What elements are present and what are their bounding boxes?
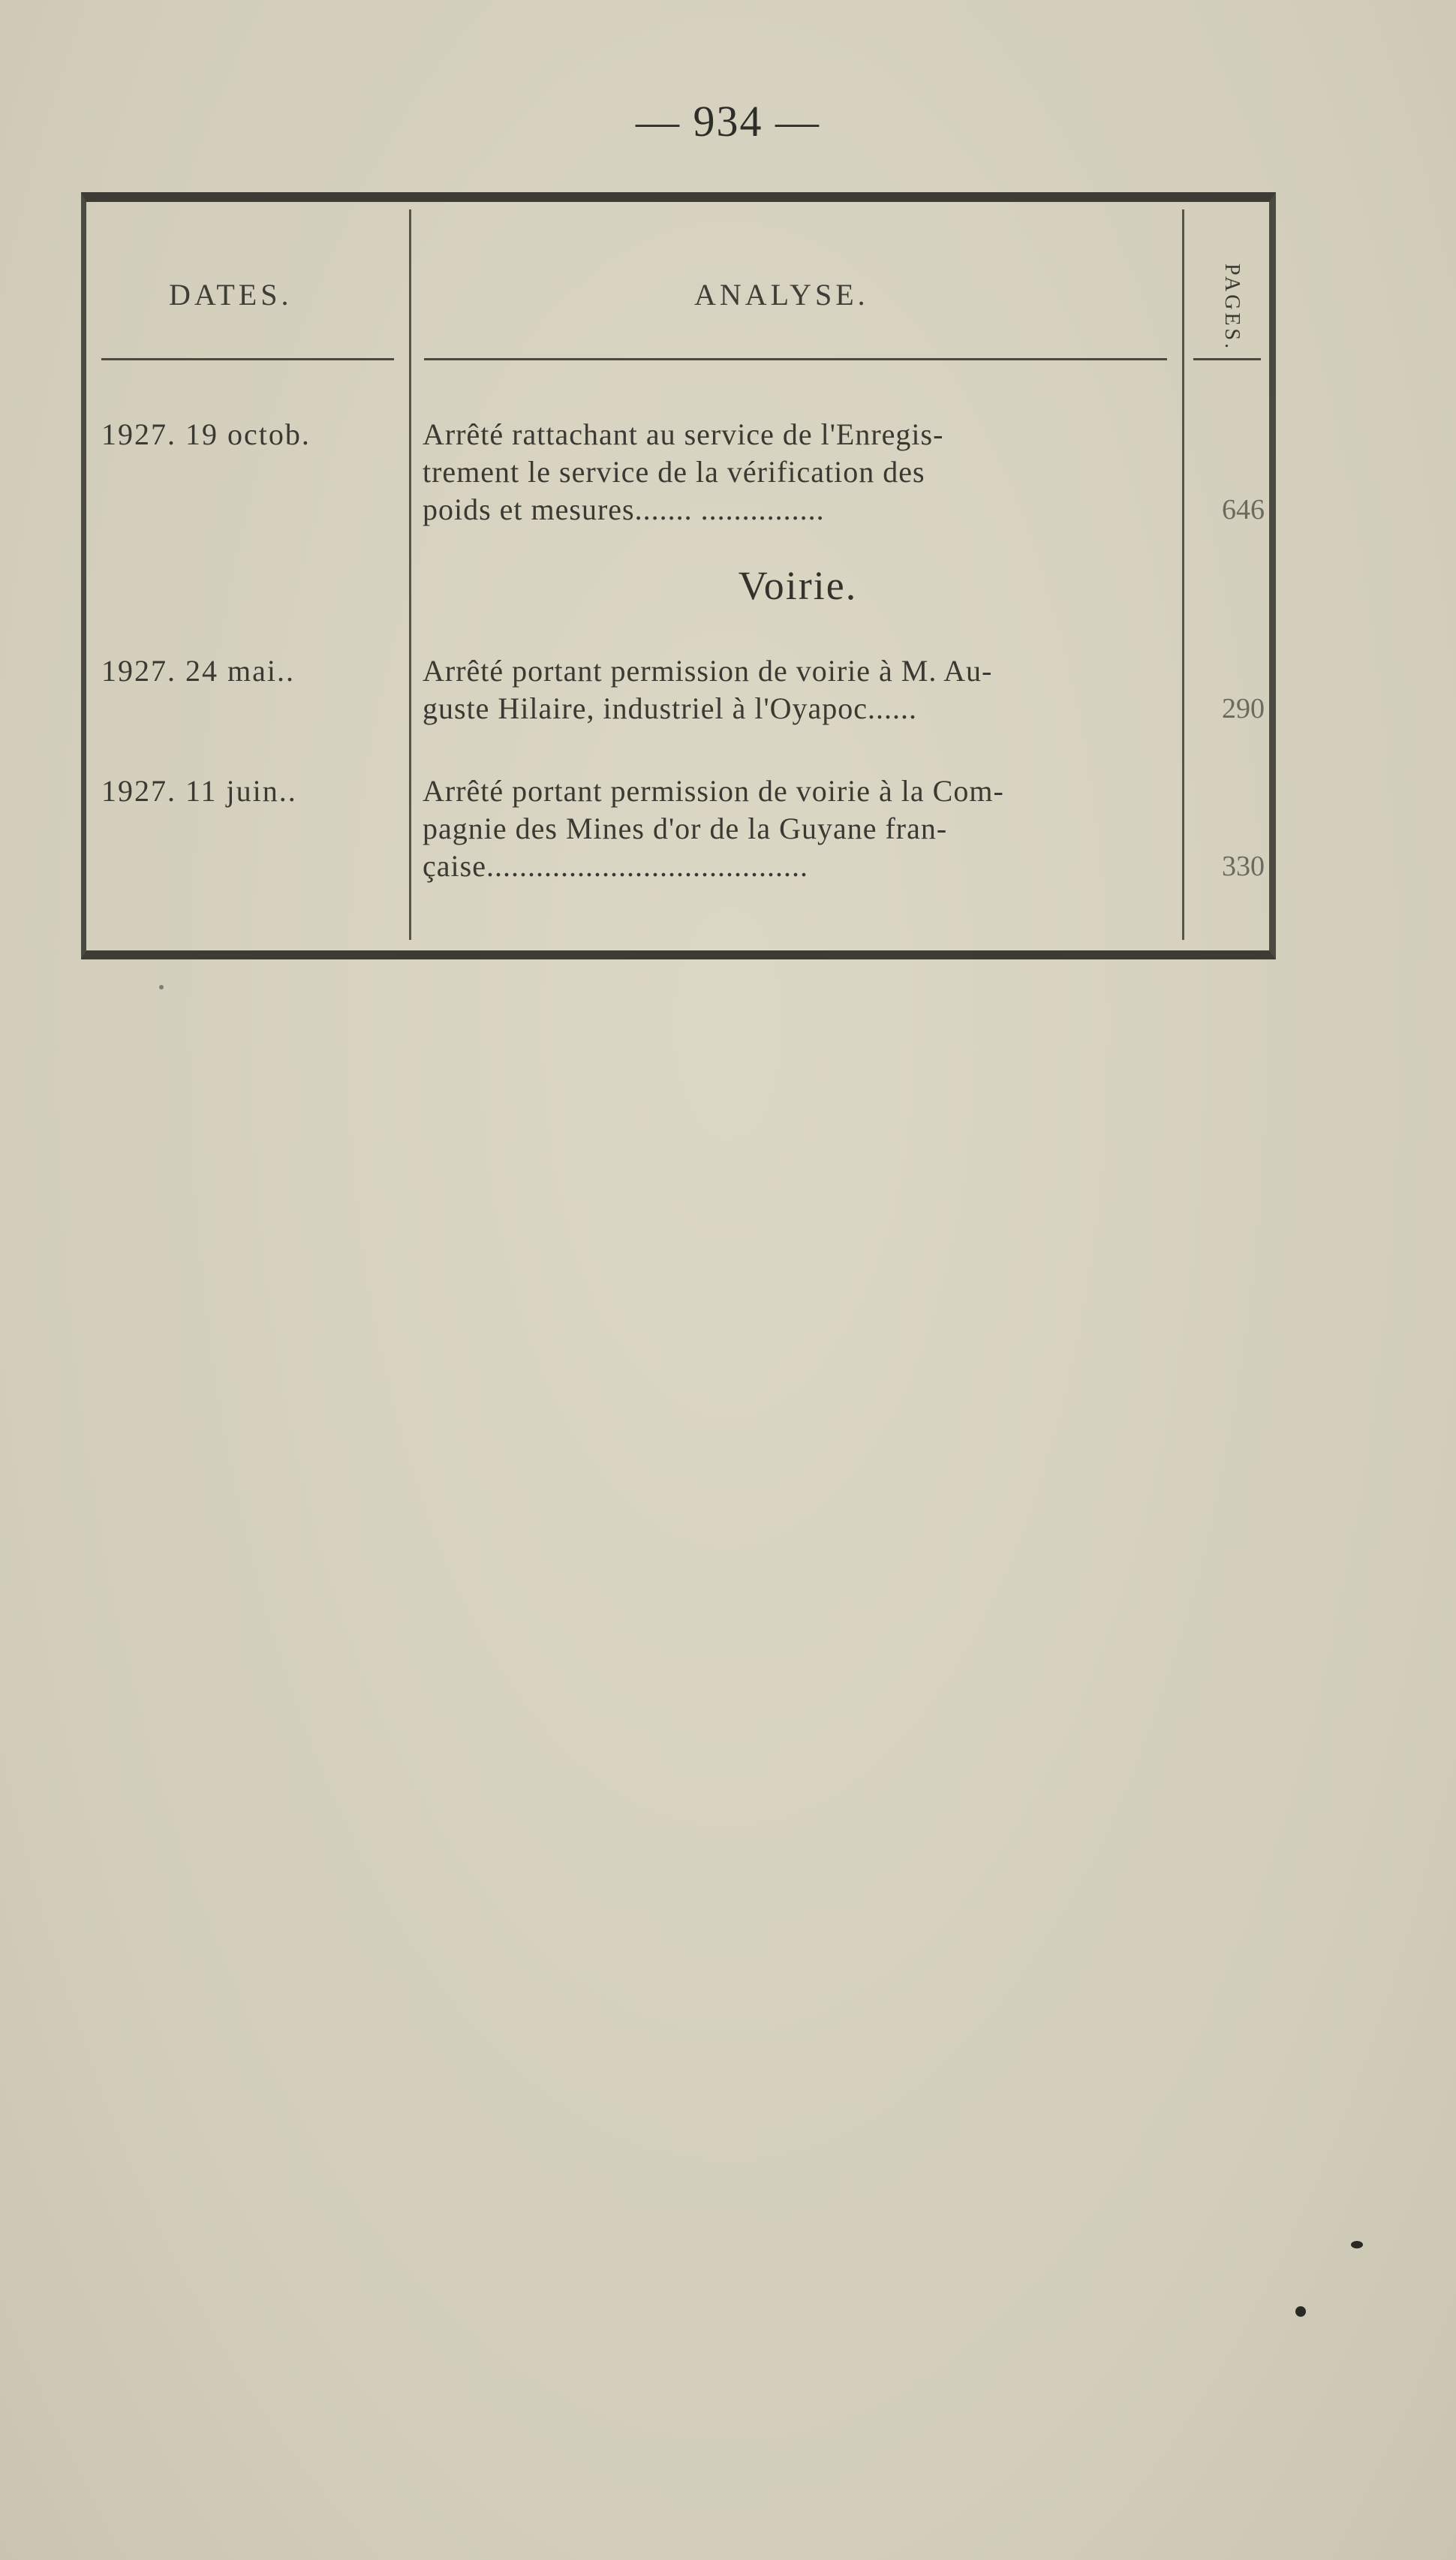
header-dates: DATES.	[169, 278, 293, 312]
entry-page: 330	[1222, 851, 1265, 882]
header-rule-pages	[1193, 358, 1261, 360]
column-divider-analyse	[1182, 209, 1184, 940]
header-rule-analyse	[424, 358, 1167, 360]
analysis-line: pagnie des Mines d'or de la Guyane fran-	[423, 812, 948, 845]
entry-date: 1927. 19 octob.	[101, 417, 311, 451]
analysis-line: guste Hilaire, industriel à l'Oyapoc......	[423, 691, 918, 725]
header-analyse: ANALYSE.	[694, 278, 869, 312]
analysis-line: trement le service de la vérification des	[423, 455, 925, 489]
analysis-line: poids et mesures....... ...............	[423, 492, 825, 526]
entry-date: 1927. 11 juin..	[101, 774, 297, 808]
entry-page: 646	[1222, 494, 1265, 526]
analysis-line: Arrêté rattachant au service de l'Enregis-	[423, 417, 944, 451]
entry-analysis	[423, 652, 1173, 727]
header-pages: PAGES.	[1220, 264, 1244, 352]
column-divider-dates	[409, 209, 411, 940]
entry-date: 1927. 24 mai..	[101, 654, 295, 688]
header-rule-dates	[101, 358, 394, 360]
entry-analysis	[423, 773, 1173, 885]
ink-speck	[1351, 2241, 1363, 2248]
page-number: — 934 —	[636, 97, 820, 146]
analysis-line: Arrêté portant permission de voirie à M. Au-	[423, 654, 993, 688]
index-table	[81, 192, 1276, 959]
ink-speck	[1295, 2306, 1306, 2317]
entry-analysis	[423, 416, 1173, 529]
entry-page: 290	[1222, 693, 1265, 724]
section-title: Voirie.	[738, 563, 858, 608]
ink-speck	[159, 985, 164, 989]
analysis-line: Arrêté portant permission de voirie à la Com-	[423, 774, 1004, 808]
analysis-line: çaise.......................................	[423, 849, 808, 883]
